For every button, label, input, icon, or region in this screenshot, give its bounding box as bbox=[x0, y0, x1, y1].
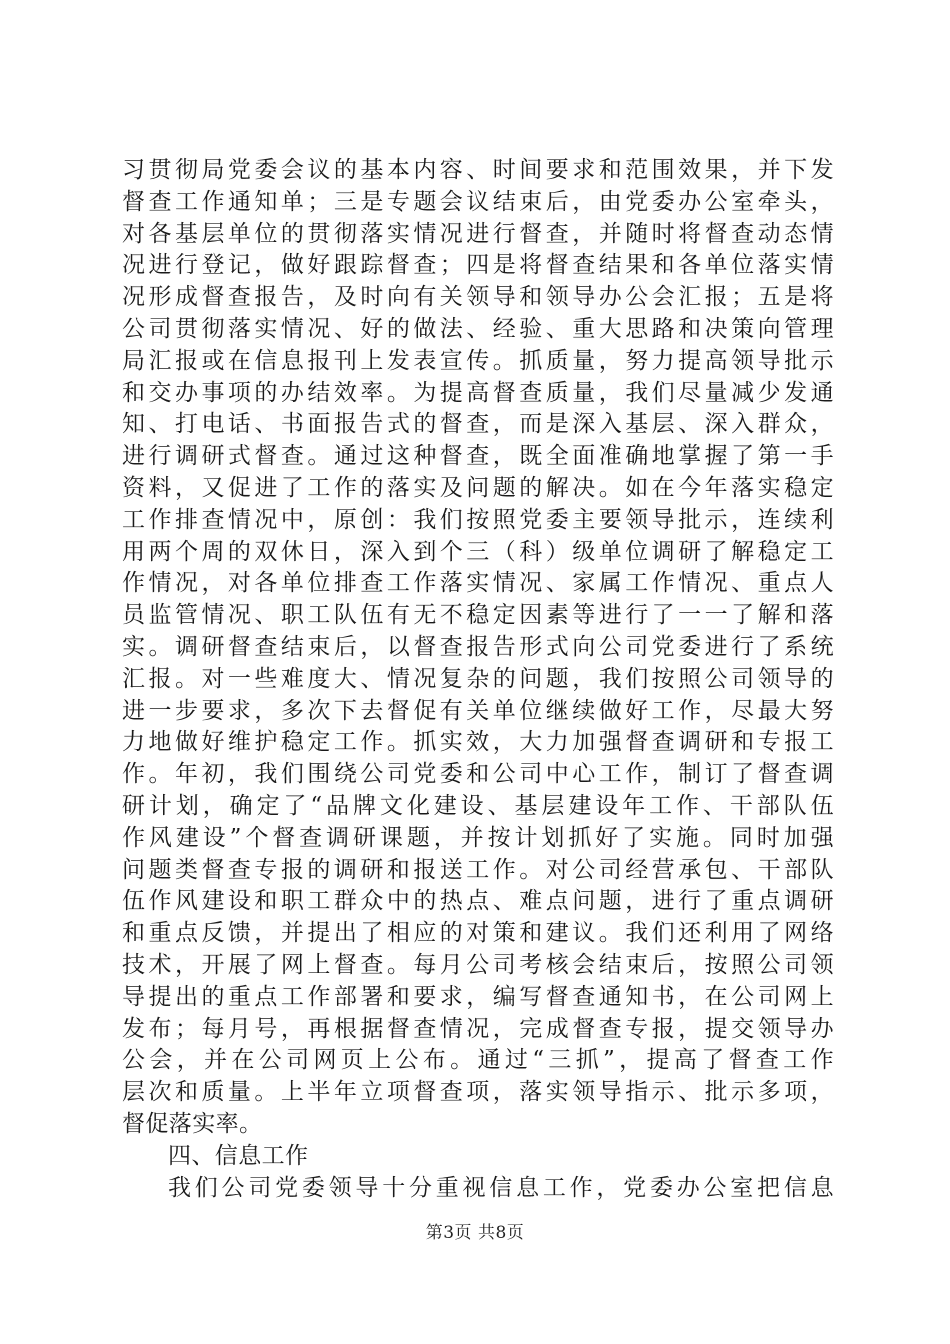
paragraph-line: 和交办事项的办结效率。为提高督查质量，我们尽量减少发通 bbox=[122, 379, 834, 406]
paragraph-line: 督促落实率。 bbox=[122, 1110, 263, 1137]
section-heading: 四、信息工作 bbox=[168, 1142, 309, 1169]
document-body bbox=[122, 155, 834, 1204]
paragraph-line: 况形成督查报告，及时向有关领导和领导办公会汇报；五是将 bbox=[122, 284, 834, 311]
paragraph-first-line: 我们公司党委领导十分重视信息工作，党委办公室把信息 bbox=[168, 1174, 834, 1201]
paragraph-line: 研计划，确定了“品牌文化建设、基层建设年工作、干部队伍 bbox=[122, 792, 834, 819]
paragraph-line: 知、打电话、书面报告式的督查，而是深入基层、深入群众， bbox=[122, 411, 834, 438]
paragraph-line: 作。年初，我们围绕公司党委和公司中心工作，制订了督查调 bbox=[122, 761, 834, 788]
paragraph-line: 督查工作通知单；三是专题会议结束后，由党委办公室牵头， bbox=[122, 188, 834, 215]
paragraph-line: 况进行登记，做好跟踪督查；四是将督查结果和各单位落实情 bbox=[122, 252, 834, 279]
page-footer: 第3页 共8页 bbox=[425, 1223, 525, 1243]
paragraph-line: 资料，又促进了工作的落实及问题的解决。如在今年落实稳定 bbox=[122, 474, 834, 501]
paragraph-line: 进行调研式督查。通过这种督查，既全面准确地掌握了第一手 bbox=[122, 443, 834, 470]
paragraph-line: 公会，并在公司网页上公布。通过“三抓”，提高了督查工作 bbox=[122, 1047, 834, 1074]
paragraph-line: 实。调研督查结束后，以督查报告形式向公司党委进行了系统 bbox=[122, 633, 834, 660]
paragraph-line: 和重点反馈，并提出了相应的对策和建议。我们还利用了网络 bbox=[122, 920, 834, 947]
paragraph-line: 进一步要求，多次下去督促有关单位继续做好工作，尽最大努 bbox=[122, 697, 834, 724]
paragraph-line: 导提出的重点工作部署和要求，编写督查通知书，在公司网上 bbox=[122, 983, 834, 1010]
paragraph-line: 习贯彻局党委会议的基本内容、时间要求和范围效果，并下发 bbox=[122, 157, 834, 183]
paragraph-line: 工作排查情况中，原创：我们按照党委主要领导批示，连续利 bbox=[122, 506, 834, 533]
paragraph-line: 员监管情况、职工队伍有无不稳定因素等进行了一一了解和落 bbox=[122, 602, 834, 629]
paragraph-line: 问题类督查专报的调研和报送工作。对公司经营承包、干部队 bbox=[122, 856, 834, 883]
paragraph-line: 作风建设”个督查调研课题，并按计划抓好了实施。同时加强 bbox=[122, 824, 834, 851]
paragraph-line: 发布；每月号，再根据督查情况，完成督查专报，提交领导办 bbox=[122, 1015, 834, 1042]
paragraph-line: 局汇报或在信息报刊上发表宣传。抓质量，努力提高领导批示 bbox=[122, 347, 834, 374]
paragraph-line: 公司贯彻落实情况、好的做法、经验、重大思路和决策向管理 bbox=[122, 315, 834, 342]
paragraph-line: 力地做好维护稳定工作。抓实效，大力加强督查调研和专报工 bbox=[122, 729, 834, 756]
paragraph-line: 对各基层单位的贯彻落实情况进行督查，并随时将督查动态情 bbox=[122, 220, 834, 247]
paragraph-line: 层次和质量。上半年立项督查项，落实领导指示、批示多项， bbox=[122, 1079, 834, 1106]
paragraph-line: 作情况，对各单位排查工作落实情况、家属工作情况、重点人 bbox=[122, 570, 834, 597]
paragraph-line: 技术，开展了网上督查。每月公司考核会结束后，按照公司领 bbox=[122, 951, 834, 978]
paragraph-line: 伍作风建设和职工群众中的热点、难点问题，进行了重点调研 bbox=[122, 888, 834, 915]
paragraph-line: 汇报。对一些难度大、情况复杂的问题，我们按照公司领导的 bbox=[122, 665, 834, 692]
paragraph-line: 用两个周的双休日，深入到个三（科）级单位调研了解稳定工 bbox=[122, 538, 834, 565]
